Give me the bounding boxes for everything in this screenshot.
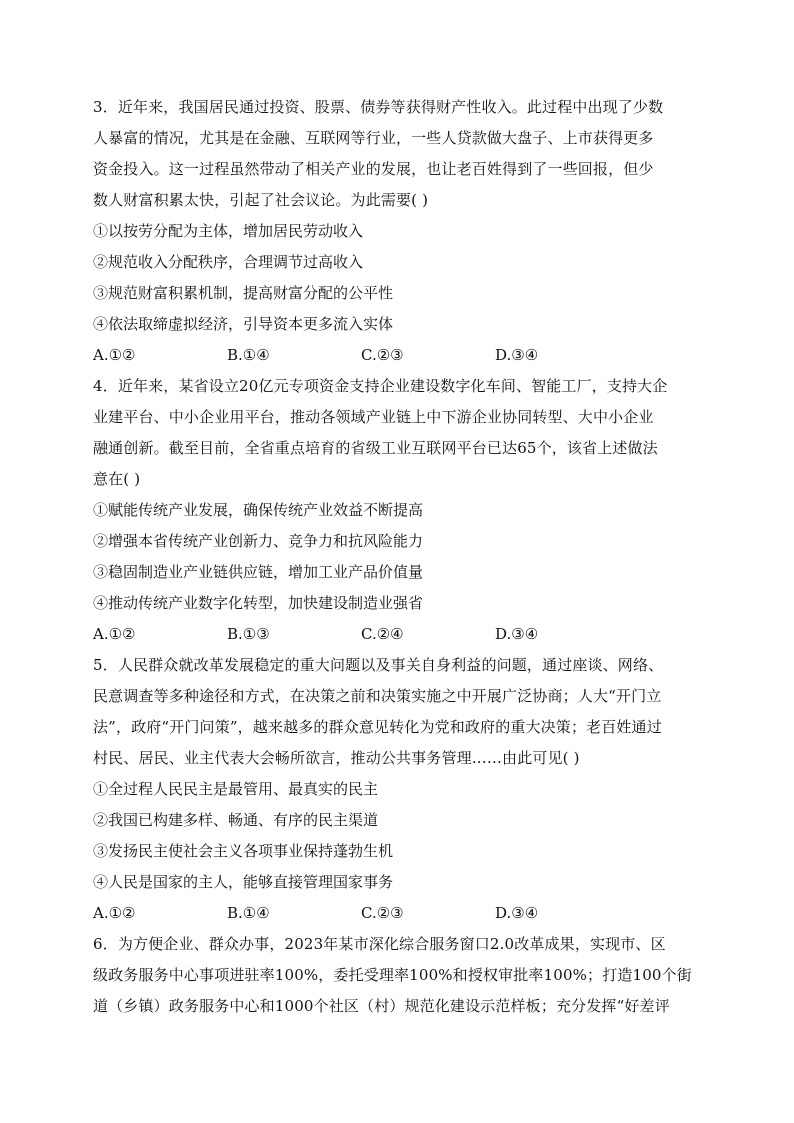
question-stem	[93, 371, 713, 495]
statement-option: ③稳固制造业产业链供应链，增加工业产品价值量	[93, 563, 424, 581]
statement-option: ④人民是国家的主人，能够直接管理国家事务	[93, 873, 394, 891]
question-stem	[93, 929, 713, 1022]
answer-choice-c[interactable]: C.②④	[361, 625, 404, 643]
answer-choices	[93, 898, 713, 929]
statement-option: ②增强本省传统产业创新力、竞争力和抗风险能力	[93, 532, 424, 550]
stem-line: 民意调查等多种途径和方式，在决策之前和决策实施之中开展广泛协商；人大“开门立	[93, 687, 662, 705]
statement-option: ①全过程人民民主是最管用、最真实的民主	[93, 780, 379, 798]
exam-page	[93, 92, 713, 1022]
answer-choice-a[interactable]: A.①②	[93, 625, 136, 643]
stem-line: 法”，政府“开门问策”，越来越多的群众意见转化为党和政府的重大决策；老百姓通过	[93, 718, 662, 736]
stem-line: 人暴富的情况，尤其是在金融、互联网等行业，一些人贷款做大盘子、上市获得更多	[93, 129, 654, 147]
stem-line: 级政务服务中心事项进驻率100%，委托受理率100%和授权审批率100%；打造100个街	[93, 966, 692, 984]
question-stem	[93, 92, 713, 216]
answer-choice-a[interactable]: A.①②	[93, 346, 136, 364]
stem-line: 6．为方便企业、群众办事，2023年某市深化综合服务窗口2.0改革成果，实现市、区	[93, 935, 666, 953]
question-3	[93, 92, 713, 371]
stem-line: 融通创新。截至目前，全省重点培育的省级工业互联网平台已达65个，该省上述做法	[93, 439, 658, 457]
stem-line: 道（乡镇）政务服务中心和1000个社区（村）规范化建设示范样板；充分发挥“好差评	[93, 997, 670, 1015]
answer-choice-b[interactable]: B.①④	[227, 346, 270, 364]
stem-line: 5．人民群众就改革发展稳定的重大问题以及事关自身利益的问题，通过座谈、网络、	[93, 656, 664, 674]
statement-option: ②规范收入分配秩序，合理调节过高收入	[93, 253, 364, 271]
stem-line: 4．近年来，某省设立20亿元专项资金支持企业建设数字化车间、智能工厂，支持大企	[93, 377, 668, 395]
answer-choice-b[interactable]: B.①④	[227, 904, 270, 922]
stem-line: 意在( )	[93, 470, 141, 488]
answer-choice-c[interactable]: C.②③	[361, 346, 404, 364]
statement-option: ②我国已构建多样、畅通、有序的民主渠道	[93, 811, 379, 829]
stem-line: 资金投入。这一过程虽然带动了相关产业的发展，也让老百姓得到了一些回报，但少	[93, 160, 654, 178]
statement-option: ③规范财富积累机制，提高财富分配的公平性	[93, 284, 394, 302]
statement-option: ④推动传统产业数字化转型，加快建设制造业强省	[93, 594, 424, 612]
answer-choice-d[interactable]: D.③④	[495, 625, 539, 643]
stem-line: 村民、居民、业主代表大会畅所欲言，推动公共事务管理……由此可见( )	[93, 749, 580, 767]
stem-line: 数人财富积累太快，引起了社会议论。为此需要( )	[93, 191, 429, 209]
question-6	[93, 929, 713, 1022]
answer-choices	[93, 340, 713, 371]
stem-line: 3．近年来，我国居民通过投资、股票、债券等获得财产性收入。此过程中出现了少数	[93, 98, 664, 116]
question-5	[93, 650, 713, 929]
answer-choice-d[interactable]: D.③④	[495, 346, 539, 364]
answer-choice-d[interactable]: D.③④	[495, 904, 539, 922]
statement-option: ③发扬民主使社会主义各项事业保持蓬勃生机	[93, 842, 394, 860]
statement-option: ④依法取缔虚拟经济，引导资本更多流入实体	[93, 315, 394, 333]
question-stem	[93, 650, 713, 774]
statement-option: ①以按劳分配为主体，增加居民劳动收入	[93, 222, 364, 240]
answer-choice-a[interactable]: A.①②	[93, 904, 136, 922]
answer-choice-c[interactable]: C.②③	[361, 904, 404, 922]
answer-choice-b[interactable]: B.①③	[227, 625, 270, 643]
answer-choices	[93, 619, 713, 650]
stem-line: 业建平台、中小企业用平台，推动各领域产业链上中下游企业协同转型、大中小企业	[93, 408, 654, 426]
question-4	[93, 371, 713, 650]
statement-option: ①赋能传统产业发展，确保传统产业效益不断提高	[93, 501, 424, 519]
